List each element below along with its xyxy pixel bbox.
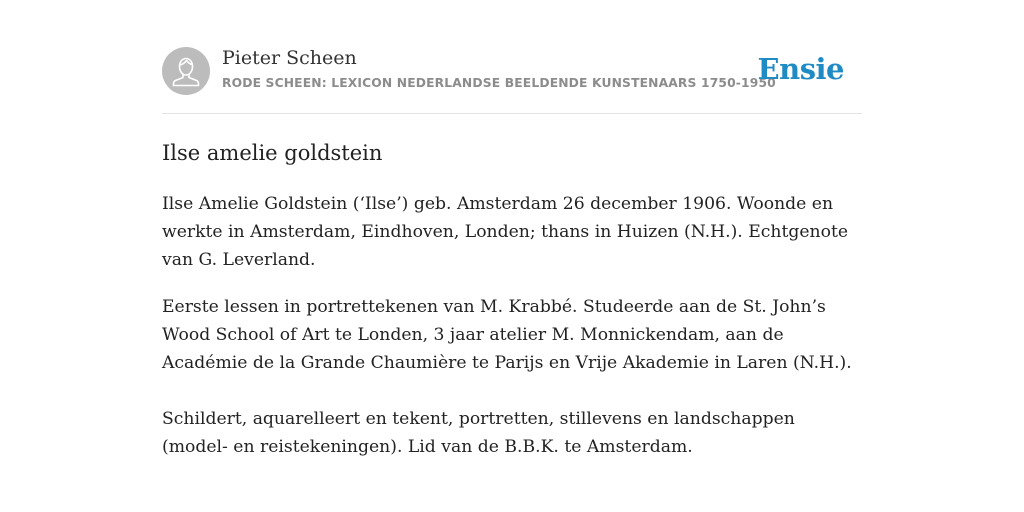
source-label[interactable]: RODE SCHEEN: LEXICON NEDERLANDSE BEELDENDE KUNSTENAARS 1750-1950 (222, 76, 776, 90)
author-header (162, 46, 862, 96)
author-name[interactable]: Pieter Scheen (222, 47, 357, 69)
header-divider (162, 113, 862, 114)
article-paragraph: Eerste lessen in portrettekenen van M. Krabbé. Studeerde aan de St. John’s Wood School of Art te Londen, 3 jaar atelier M. Monnickendam, aan de Académie de la Grande Chaumière te Parijs en Vrije Akademie in Laren (N.H.). (162, 297, 852, 373)
article-body (162, 190, 862, 461)
article-title: Ilse amelie goldstein (162, 141, 383, 165)
article-paragraph: Ilse Amelie Goldstein (‘Ilse’) geb. Amsterdam 26 december 1906. Woonde en werkte in Amsterdam, Eindhoven, Londen; thans in Huizen (N.H.). Echtgenote van G. Leverland. (162, 194, 849, 270)
ensie-logo[interactable]: Ensie (757, 52, 844, 86)
article-paragraph: Schildert, aquarelleert en tekent, portretten, stillevens en landschappen (model- en reistekeningen). Lid van de B.B.K. te Amsterdam. (162, 409, 795, 457)
author-avatar[interactable] (162, 47, 210, 95)
user-silhouette-icon (162, 47, 210, 95)
